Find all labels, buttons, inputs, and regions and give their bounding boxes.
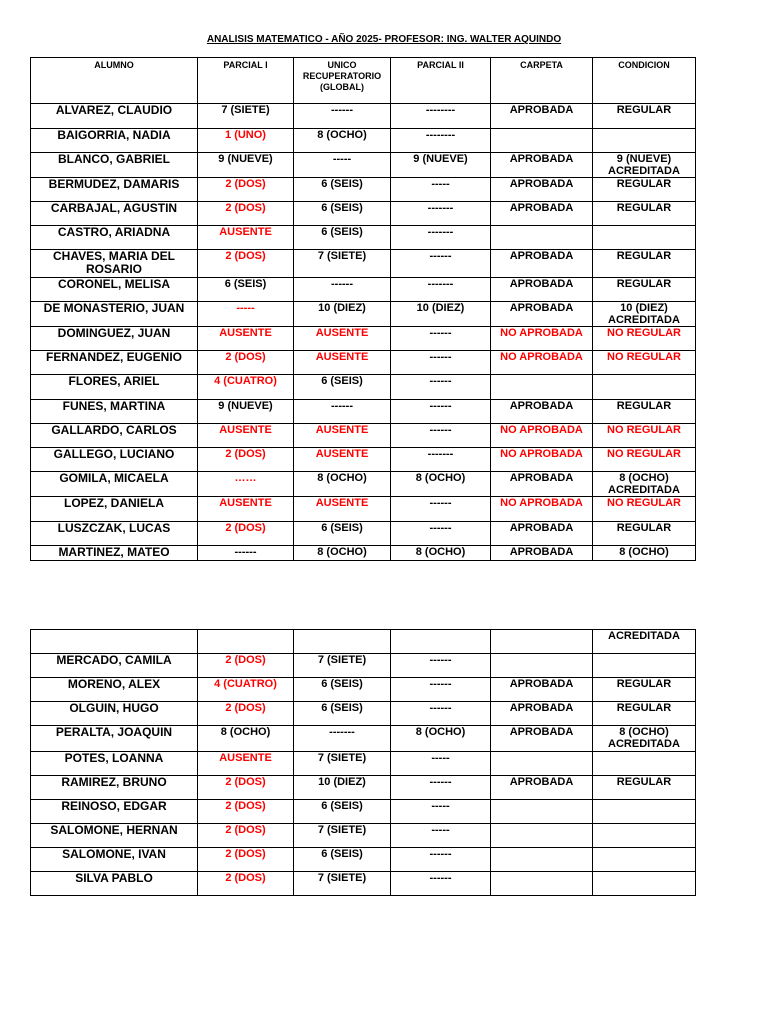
cell-parcial-2: ------: [391, 497, 491, 522]
cell-parcial-2: -----: [391, 752, 491, 776]
cell-parcial-2: ------: [391, 351, 491, 375]
cell-parcial-1: 8 (OCHO): [198, 726, 294, 752]
cell-condicion: REGULAR: [593, 400, 696, 424]
cell-carpeta: NO APROBADA: [491, 448, 593, 472]
cell-alumno: ALVAREZ, CLAUDIO: [31, 104, 198, 129]
cell-alumno: BAIGORRIA, NADIA: [31, 129, 198, 153]
cell-carpeta: APROBADA: [491, 546, 593, 561]
cell-recuperatorio: ------: [294, 400, 391, 424]
cell-carpeta: NO APROBADA: [491, 327, 593, 351]
cell-alumno: POTES, LOANNA: [31, 752, 198, 776]
cell-parcial-1: 2 (DOS): [198, 448, 294, 472]
cell-parcial-1: 2 (DOS): [198, 824, 294, 848]
cell-recuperatorio: 8 (OCHO): [294, 129, 391, 153]
cell-parcial-1: 4 (CUATRO): [198, 375, 294, 400]
cell-recuperatorio: 7 (SIETE): [294, 824, 391, 848]
cell-parcial-1: AUSENTE: [198, 226, 294, 250]
cell-alumno: MORENO, ALEX: [31, 678, 198, 702]
cell-parcial-2: ------: [391, 678, 491, 702]
cell-parcial-2: ------: [391, 776, 491, 800]
cell-condicion: REGULAR: [593, 178, 696, 202]
cell-condicion: 8 (OCHO): [593, 546, 696, 561]
header-row: [31, 58, 696, 104]
cell-condicion: [593, 872, 696, 896]
cell-condicion: 10 (DIEZ) ACREDITADA: [593, 302, 696, 327]
cell-alumno: BLANCO, GABRIEL: [31, 153, 198, 178]
cell-carpeta: APROBADA: [491, 302, 593, 327]
cell-recuperatorio: [294, 630, 391, 654]
cell-alumno: FERNANDEZ, EUGENIO: [31, 351, 198, 375]
cell-recuperatorio: 10 (DIEZ): [294, 302, 391, 327]
cell-recuperatorio: 6 (SEIS): [294, 375, 391, 400]
cell-parcial-2: ------: [391, 375, 491, 400]
cell-carpeta: APROBADA: [491, 726, 593, 752]
cell-carpeta: [491, 800, 593, 824]
table-row: [31, 250, 696, 278]
cell-recuperatorio: 6 (SEIS): [294, 522, 391, 546]
cell-alumno: SALOMONE, IVAN: [31, 848, 198, 872]
cell-carpeta: [491, 752, 593, 776]
cell-alumno: DE MONASTERIO, JUAN: [31, 302, 198, 327]
cell-carpeta: [491, 654, 593, 678]
cell-condicion: NO REGULAR: [593, 351, 696, 375]
table-row: [31, 522, 696, 546]
cell-alumno: LUSZCZAK, LUCAS: [31, 522, 198, 546]
table-row: [31, 654, 696, 678]
cell-recuperatorio: AUSENTE: [294, 327, 391, 351]
grades-table-page-2: [30, 629, 696, 896]
cell-parcial-2: -------: [391, 448, 491, 472]
cell-parcial-1: ------: [198, 546, 294, 561]
table-row: [31, 752, 696, 776]
cell-recuperatorio: 7 (SIETE): [294, 752, 391, 776]
cell-condicion: [593, 375, 696, 400]
cell-parcial-2: 8 (OCHO): [391, 546, 491, 561]
cell-parcial-1: AUSENTE: [198, 327, 294, 351]
table-row: [31, 302, 696, 327]
cell-carpeta: APROBADA: [491, 678, 593, 702]
cell-alumno: LOPEZ, DANIELA: [31, 497, 198, 522]
table-row: [31, 424, 696, 448]
header-parcial-1: PARCIAL I: [198, 58, 294, 104]
cell-alumno: CARBAJAL, AGUSTIN: [31, 202, 198, 226]
table-row: [31, 202, 696, 226]
cell-recuperatorio: 7 (SIETE): [294, 250, 391, 278]
table-row: [31, 546, 696, 561]
cell-parcial-1: 2 (DOS): [198, 522, 294, 546]
cell-condicion: NO REGULAR: [593, 424, 696, 448]
cell-parcial-2: ------: [391, 400, 491, 424]
cell-recuperatorio: 10 (DIEZ): [294, 776, 391, 800]
cell-parcial-2: 9 (NUEVE): [391, 153, 491, 178]
cell-parcial-2: -----: [391, 178, 491, 202]
cell-alumno: DOMINGUEZ, JUAN: [31, 327, 198, 351]
cell-parcial-1: 2 (DOS): [198, 702, 294, 726]
cell-recuperatorio: 6 (SEIS): [294, 178, 391, 202]
cell-parcial-2: [391, 630, 491, 654]
cell-parcial-1: AUSENTE: [198, 752, 294, 776]
cell-condicion: [593, 752, 696, 776]
cell-condicion: 8 (OCHO) ACREDITADA: [593, 726, 696, 752]
cell-carpeta: APROBADA: [491, 178, 593, 202]
cell-parcial-2: ------: [391, 424, 491, 448]
cell-condicion: REGULAR: [593, 702, 696, 726]
cell-recuperatorio: 6 (SEIS): [294, 702, 391, 726]
table-row: [31, 872, 696, 896]
cell-recuperatorio: 7 (SIETE): [294, 654, 391, 678]
cell-recuperatorio: 6 (SEIS): [294, 226, 391, 250]
table-row: [31, 630, 696, 654]
table-row: [31, 848, 696, 872]
table-row: [31, 351, 696, 375]
cell-recuperatorio: 7 (SIETE): [294, 872, 391, 896]
cell-alumno: GOMILA, MICAELA: [31, 472, 198, 497]
cell-parcial-2: --------: [391, 104, 491, 129]
cell-parcial-2: ------: [391, 654, 491, 678]
cell-parcial-1: 2 (DOS): [198, 351, 294, 375]
cell-condicion: REGULAR: [593, 776, 696, 800]
cell-carpeta: [491, 375, 593, 400]
cell-recuperatorio: 6 (SEIS): [294, 800, 391, 824]
cell-condicion: [593, 129, 696, 153]
header-alumno: ALUMNO: [31, 58, 198, 104]
cell-alumno: REINOSO, EDGAR: [31, 800, 198, 824]
header-condicion: CONDICION: [593, 58, 696, 104]
cell-alumno: MERCADO, CAMILA: [31, 654, 198, 678]
cell-carpeta: APROBADA: [491, 202, 593, 226]
cell-carpeta: [491, 226, 593, 250]
cell-parcial-1: ……: [198, 472, 294, 497]
cell-recuperatorio: 6 (SEIS): [294, 848, 391, 872]
cell-parcial-1: 9 (NUEVE): [198, 153, 294, 178]
cell-condicion: [593, 226, 696, 250]
cell-parcial-2: -----: [391, 824, 491, 848]
table-row: [31, 129, 696, 153]
cell-recuperatorio: 8 (OCHO): [294, 546, 391, 561]
cell-condicion: [593, 824, 696, 848]
cell-parcial-1: 4 (CUATRO): [198, 678, 294, 702]
cell-carpeta: [491, 872, 593, 896]
cell-recuperatorio: AUSENTE: [294, 448, 391, 472]
cell-condicion: REGULAR: [593, 678, 696, 702]
cell-parcial-2: ------: [391, 327, 491, 351]
cell-alumno: CORONEL, MELISA: [31, 278, 198, 302]
cell-parcial-1: 9 (NUEVE): [198, 400, 294, 424]
cell-parcial-2: ------: [391, 872, 491, 896]
header-carpeta: CARPETA: [491, 58, 593, 104]
cell-parcial-2: -------: [391, 278, 491, 302]
cell-parcial-1: 2 (DOS): [198, 776, 294, 800]
cell-parcial-2: 10 (DIEZ): [391, 302, 491, 327]
cell-condicion: REGULAR: [593, 250, 696, 278]
header-recuperatorio: UNICO RECUPERATORIO (GLOBAL): [294, 58, 391, 104]
cell-parcial-2: ------: [391, 848, 491, 872]
cell-alumno: CHAVES, MARIA DEL ROSARIO: [31, 250, 198, 278]
cell-parcial-2: ------: [391, 250, 491, 278]
cell-carpeta: NO APROBADA: [491, 424, 593, 448]
cell-parcial-2: ------: [391, 702, 491, 726]
table-row: [31, 702, 696, 726]
cell-alumno: GALLARDO, CARLOS: [31, 424, 198, 448]
cell-parcial-1: 2 (DOS): [198, 178, 294, 202]
cell-parcial-2: ------: [391, 522, 491, 546]
cell-parcial-1: -----: [198, 302, 294, 327]
cell-carpeta: [491, 824, 593, 848]
cell-alumno: FLORES, ARIEL: [31, 375, 198, 400]
cell-condicion: 8 (OCHO) ACREDITADA: [593, 472, 696, 497]
cell-carpeta: APROBADA: [491, 776, 593, 800]
cell-alumno: CASTRO, ARIADNA: [31, 226, 198, 250]
cell-condicion: NO REGULAR: [593, 327, 696, 351]
cell-condicion: REGULAR: [593, 104, 696, 129]
cell-condicion: 9 (NUEVE) ACREDITADA: [593, 153, 696, 178]
cell-carpeta: APROBADA: [491, 250, 593, 278]
cell-parcial-1: 1 (UNO): [198, 129, 294, 153]
cell-alumno: RAMIREZ, BRUNO: [31, 776, 198, 800]
cell-carpeta: [491, 848, 593, 872]
cell-carpeta: APROBADA: [491, 278, 593, 302]
cell-condicion: NO REGULAR: [593, 448, 696, 472]
cell-alumno: GALLEGO, LUCIANO: [31, 448, 198, 472]
cell-parcial-1: 2 (DOS): [198, 654, 294, 678]
cell-alumno: FUNES, MARTINA: [31, 400, 198, 424]
cell-parcial-1: 2 (DOS): [198, 250, 294, 278]
cell-parcial-1: AUSENTE: [198, 424, 294, 448]
table-row: [31, 104, 696, 129]
cell-parcial-1: 2 (DOS): [198, 872, 294, 896]
cell-parcial-1: [198, 630, 294, 654]
cell-parcial-2: -------: [391, 202, 491, 226]
cell-parcial-1: 2 (DOS): [198, 848, 294, 872]
cell-condicion: [593, 800, 696, 824]
cell-condicion: [593, 848, 696, 872]
cell-alumno: MARTINEZ, MATEO: [31, 546, 198, 561]
cell-recuperatorio: -------: [294, 726, 391, 752]
cell-recuperatorio: AUSENTE: [294, 424, 391, 448]
cell-parcial-2: -------: [391, 226, 491, 250]
cell-recuperatorio: AUSENTE: [294, 497, 391, 522]
cell-parcial-1: 2 (DOS): [198, 202, 294, 226]
table-row: [31, 375, 696, 400]
cell-parcial-2: 8 (OCHO): [391, 472, 491, 497]
cell-parcial-1: AUSENTE: [198, 497, 294, 522]
cell-carpeta: NO APROBADA: [491, 351, 593, 375]
cell-condicion: ACREDITADA: [593, 630, 696, 654]
cell-alumno: OLGUIN, HUGO: [31, 702, 198, 726]
cell-condicion: REGULAR: [593, 202, 696, 226]
cell-recuperatorio: ------: [294, 278, 391, 302]
cell-parcial-1: 7 (SIETE): [198, 104, 294, 129]
cell-recuperatorio: 8 (OCHO): [294, 472, 391, 497]
cell-parcial-2: --------: [391, 129, 491, 153]
table-row: [31, 824, 696, 848]
table-row: [31, 226, 696, 250]
table-row: [31, 327, 696, 351]
table-row: [31, 800, 696, 824]
cell-alumno: SILVA PABLO: [31, 872, 198, 896]
cell-carpeta: [491, 630, 593, 654]
cell-carpeta: APROBADA: [491, 153, 593, 178]
cell-carpeta: APROBADA: [491, 104, 593, 129]
cell-recuperatorio: ------: [294, 104, 391, 129]
table-row: [31, 497, 696, 522]
table-row: [31, 278, 696, 302]
cell-carpeta: APROBADA: [491, 702, 593, 726]
grades-table-page-1: [30, 57, 696, 561]
cell-parcial-1: 2 (DOS): [198, 800, 294, 824]
table-row: [31, 448, 696, 472]
header-parcial-2: PARCIAL II: [391, 58, 491, 104]
cell-carpeta: APROBADA: [491, 472, 593, 497]
table-row: [31, 726, 696, 752]
cell-carpeta: APROBADA: [491, 400, 593, 424]
cell-alumno: [31, 630, 198, 654]
cell-recuperatorio: 6 (SEIS): [294, 202, 391, 226]
table-row: [31, 678, 696, 702]
cell-alumno: BERMUDEZ, DAMARIS: [31, 178, 198, 202]
table-row: [31, 776, 696, 800]
document-title: ANALISIS MATEMATICO - AÑO 2025- PROFESOR: ING. WALTER AQUINDO: [206, 34, 562, 45]
cell-condicion: NO REGULAR: [593, 497, 696, 522]
cell-condicion: REGULAR: [593, 278, 696, 302]
cell-recuperatorio: AUSENTE: [294, 351, 391, 375]
cell-recuperatorio: 6 (SEIS): [294, 678, 391, 702]
cell-carpeta: [491, 129, 593, 153]
table-row: [31, 472, 696, 497]
cell-recuperatorio: -----: [294, 153, 391, 178]
table-row: [31, 153, 696, 178]
cell-condicion: [593, 654, 696, 678]
table-row: [31, 178, 696, 202]
cell-alumno: PERALTA, JOAQUIN: [31, 726, 198, 752]
cell-carpeta: APROBADA: [491, 522, 593, 546]
cell-alumno: SALOMONE, HERNAN: [31, 824, 198, 848]
cell-carpeta: NO APROBADA: [491, 497, 593, 522]
cell-condicion: REGULAR: [593, 522, 696, 546]
cell-parcial-1: 6 (SEIS): [198, 278, 294, 302]
table-row: [31, 400, 696, 424]
cell-parcial-2: -----: [391, 800, 491, 824]
cell-parcial-2: 8 (OCHO): [391, 726, 491, 752]
